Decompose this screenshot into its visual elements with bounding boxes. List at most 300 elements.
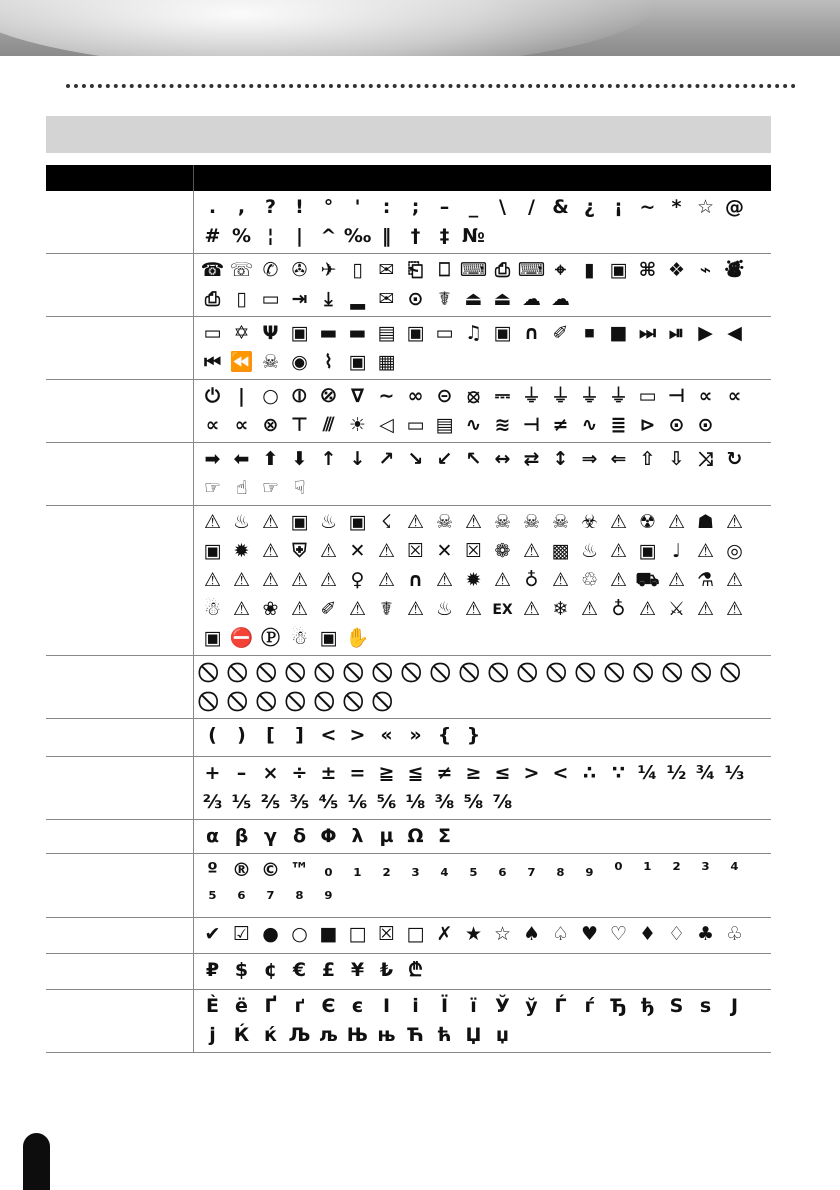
- symbol-glyph: <: [320, 724, 337, 746]
- symbol-glyph: ✕: [349, 540, 366, 562]
- symbol-glyph: ]: [295, 724, 304, 746]
- symbol-glyph: ≠: [436, 762, 453, 784]
- symbol-glyph: £: [321, 959, 336, 981]
- symbol-glyph: [459, 658, 488, 687]
- symbol-glyph: ₅: [469, 859, 478, 881]
- symbol-glyph: ✉: [378, 288, 395, 310]
- symbol-glyph: ⇧: [639, 448, 656, 470]
- symbol-glyph: ▣: [609, 259, 628, 281]
- symbol-glyph: ▣: [290, 511, 309, 533]
- symbol-glyph: ↑: [320, 448, 337, 470]
- symbol-glyph: ▣: [348, 351, 367, 373]
- category-cell: [46, 757, 194, 820]
- symbol-glyph: ★: [464, 923, 483, 945]
- symbol-glyph: ☠: [493, 511, 512, 533]
- symbol-glyph: ◀: [727, 322, 742, 344]
- symbol-glyph: ⊙: [697, 414, 714, 436]
- symbol-glyph: є: [351, 995, 364, 1017]
- symbol-glyph: ➡: [204, 448, 221, 470]
- symbol-glyph: ⎙: [494, 259, 511, 281]
- symbol-glyph: ⁸: [295, 888, 304, 910]
- table-row: [46, 990, 771, 1053]
- symbol-glyph: ❁: [494, 540, 511, 562]
- symbol-glyph: ▭: [638, 385, 657, 407]
- symbol-glyph: (: [208, 724, 217, 746]
- symbol-glyph: ⁶: [237, 888, 246, 910]
- table-row: [46, 918, 771, 954]
- symbol-glyph: ⌇: [323, 351, 334, 373]
- symbol-list: [198, 920, 771, 949]
- symbol-glyph: ⅕: [231, 791, 252, 813]
- symbol-glyph: ₆: [498, 859, 507, 881]
- symbol-glyph: ▭: [203, 322, 222, 344]
- symbol-glyph: [343, 658, 372, 687]
- symbol-glyph: ▣: [348, 511, 367, 533]
- symbol-glyph: ▭: [406, 414, 425, 436]
- symbol-glyph: ∴: [582, 762, 597, 784]
- symbol-glyph: ⫻: [322, 414, 335, 436]
- symbol-glyph: ђ: [640, 995, 655, 1017]
- category-cell: [46, 820, 194, 854]
- symbol-glyph: [227, 687, 256, 716]
- symbol-cell: [194, 656, 772, 719]
- symbol-glyph: ⏻: [204, 385, 221, 407]
- symbol-glyph: ⚠: [435, 569, 454, 591]
- symbol-cell: [194, 317, 772, 380]
- category-cell: [46, 656, 194, 719]
- symbol-glyph: џ: [495, 1024, 510, 1046]
- category-cell: [46, 380, 194, 443]
- symbol-glyph: ♢: [667, 923, 686, 945]
- symbol-glyph: ^: [320, 225, 337, 247]
- symbol-glyph: /: [528, 196, 535, 218]
- symbol-cell: [194, 191, 772, 254]
- symbol-list: [198, 256, 771, 314]
- symbol-glyph: ≧: [378, 762, 395, 784]
- symbol-glyph: ⚠: [667, 569, 686, 591]
- symbol-glyph: □: [348, 923, 367, 945]
- symbol-cell: [194, 506, 772, 656]
- symbol-glyph: ⚠: [551, 569, 570, 591]
- symbol-glyph: ◁: [379, 414, 394, 436]
- symbol-glyph: ¥: [350, 959, 365, 981]
- symbol-glyph: EX: [492, 601, 513, 618]
- symbol-glyph: ▯: [236, 288, 247, 310]
- symbol-glyph: ⅚: [376, 791, 397, 813]
- symbol-glyph: ☞: [261, 477, 280, 499]
- symbol-glyph: ⊙: [407, 288, 424, 310]
- symbol-glyph: ≥: [465, 762, 482, 784]
- symbol-glyph: ♨: [580, 540, 599, 562]
- symbol-glyph: ⚠: [522, 540, 541, 562]
- symbol-glyph: ⌨: [459, 259, 488, 281]
- symbol-glyph: ▭: [261, 288, 280, 310]
- symbol-glyph: ⁴: [730, 859, 739, 881]
- page-number-tab: [23, 1133, 50, 1190]
- symbol-glyph: [517, 658, 546, 687]
- symbol-glyph: ⅝: [463, 791, 484, 813]
- symbol-glyph: δ: [292, 825, 307, 847]
- category-cell: [46, 990, 194, 1053]
- symbol-glyph: ⇄: [523, 448, 540, 470]
- symbol-glyph: _: [468, 196, 479, 218]
- section-title-bar: [46, 116, 771, 153]
- symbol-glyph: ♤: [551, 923, 570, 945]
- symbol-glyph: ⅜: [434, 791, 455, 813]
- symbol-glyph: ☞: [203, 477, 222, 499]
- table-row: [46, 820, 771, 854]
- symbol-glyph: [430, 658, 459, 687]
- symbol-glyph: ☆: [696, 196, 715, 218]
- symbol-glyph: ⇥: [291, 288, 308, 310]
- symbol-glyph: Ѓ: [554, 995, 567, 1017]
- symbol-glyph: ⇩: [668, 448, 685, 470]
- symbol-list: [198, 658, 771, 716]
- symbol-glyph: ○: [262, 385, 279, 407]
- symbol-glyph: ⦻: [467, 385, 480, 407]
- symbol-cell: [194, 443, 772, 506]
- symbol-glyph: ⏪: [229, 351, 254, 373]
- symbol-glyph: ▣: [203, 540, 222, 562]
- symbol-glyph: ≣: [610, 414, 627, 436]
- symbol-list: [198, 508, 771, 653]
- symbol-glyph: ⎕: [438, 259, 451, 281]
- symbol-glyph: [662, 658, 691, 687]
- symbol-glyph: ⚠: [261, 511, 280, 533]
- symbol-cell: [194, 757, 772, 820]
- category-cell: [46, 443, 194, 506]
- symbol-glyph: ⚠: [580, 598, 599, 620]
- symbol-glyph: ☇: [381, 511, 392, 533]
- symbol-glyph: ☢: [638, 511, 657, 533]
- symbol-glyph: ⚠: [319, 540, 338, 562]
- symbol-glyph: ⚠: [667, 511, 686, 533]
- symbol-glyph: ®: [232, 859, 251, 881]
- symbol-glyph: ○: [291, 923, 308, 945]
- symbol-glyph: ≋: [494, 414, 511, 436]
- symbol-glyph: □: [406, 923, 425, 945]
- symbol-glyph: ⚠: [203, 511, 222, 533]
- symbol-glyph: &: [552, 196, 569, 218]
- symbol-glyph: ▮: [584, 259, 595, 281]
- symbol-glyph: |: [238, 385, 245, 407]
- table-header-row: [46, 165, 771, 191]
- symbol-glyph: ₇: [527, 859, 536, 881]
- symbol-glyph: ⚠: [261, 540, 280, 562]
- symbol-glyph: ⬅: [233, 448, 250, 470]
- symbol-glyph: ⊙: [668, 414, 685, 436]
- symbol-glyph: ∝: [234, 414, 249, 436]
- symbol-glyph: ⁰: [614, 859, 623, 881]
- symbol-glyph: γ: [264, 825, 277, 847]
- symbol-glyph: =: [349, 762, 366, 784]
- category-cell: [46, 254, 194, 317]
- symbol-glyph: ♁: [524, 569, 539, 591]
- symbol-glyph: ▭: [435, 322, 454, 344]
- symbol-cell: [194, 954, 772, 990]
- symbol-glyph: ∼: [378, 385, 395, 407]
- symbol-glyph: ₂: [382, 859, 391, 881]
- symbol-glyph: ▣: [493, 322, 512, 344]
- symbol-glyph: <: [552, 762, 569, 784]
- symbol-glyph: .: [208, 196, 217, 218]
- symbol-glyph: ▤: [377, 322, 396, 344]
- symbol-glyph: Ќ: [233, 1024, 250, 1046]
- category-cell: [46, 719, 194, 757]
- category-column-header: [46, 165, 194, 191]
- symbol-glyph: [256, 658, 285, 687]
- symbol-glyph: –: [439, 196, 450, 218]
- symbol-glyph: №: [462, 225, 485, 247]
- symbol-glyph: ✗: [436, 923, 453, 945]
- symbol-glyph: ☠: [435, 511, 454, 533]
- symbol-glyph: ⏯: [668, 322, 685, 344]
- symbol-glyph: ✡: [233, 322, 250, 344]
- symbol-glyph: ▦: [377, 351, 396, 373]
- symbol-glyph: ♀: [350, 569, 365, 591]
- symbol-cell: [194, 854, 772, 918]
- symbol-glyph: [198, 658, 227, 687]
- symbol-glyph: ❀: [262, 598, 279, 620]
- symbol-glyph: ☒: [377, 923, 396, 945]
- symbol-glyph: ⚠: [725, 511, 744, 533]
- symbol-glyph: ✋: [345, 627, 370, 649]
- symbol-glyph: ⛔: [229, 627, 254, 649]
- symbol-glyph: ћ: [437, 1024, 452, 1046]
- symbol-glyph: °: [323, 196, 334, 218]
- symbol-glyph: ♲: [580, 569, 599, 591]
- symbol-glyph: ✕: [436, 540, 453, 562]
- symbol-glyph: ▯: [352, 259, 363, 281]
- symbol-glyph: Ѐ: [206, 995, 219, 1017]
- symbol-glyph: ќ: [264, 1024, 277, 1046]
- table-row: [46, 854, 771, 918]
- symbol-glyph: ⎙: [204, 288, 221, 310]
- symbol-glyph: ≠: [552, 414, 569, 436]
- symbol-glyph: І: [382, 995, 391, 1017]
- symbol-glyph: ⏮: [203, 351, 222, 373]
- header-sheen: [0, 0, 660, 56]
- symbol-glyph: ⏏: [493, 288, 512, 310]
- symbol-glyph: ♧: [725, 923, 744, 945]
- symbol-glyph: ●: [262, 923, 279, 945]
- symbol-glyph: ⇒: [581, 448, 598, 470]
- symbol-glyph: ⚠: [464, 598, 483, 620]
- symbol-glyph: ⛟: [635, 569, 660, 591]
- symbol-glyph: ⁵: [208, 888, 217, 910]
- symbol-glyph: ☆: [493, 923, 512, 945]
- symbol-glyph: ;: [411, 196, 420, 218]
- symbol-glyph: [314, 687, 343, 716]
- symbol-glyph: [604, 658, 633, 687]
- symbol-glyph: ♥: [580, 923, 599, 945]
- symbol-list: [198, 822, 771, 851]
- symbol-glyph: ♨: [319, 511, 338, 533]
- symbol-cell: [194, 820, 772, 854]
- symbol-glyph: ⚠: [406, 598, 425, 620]
- symbol-glyph: ?: [264, 196, 277, 218]
- page-header-band: [0, 0, 840, 56]
- symbol-glyph: ✐: [552, 322, 569, 344]
- symbol-glyph: ⅙: [347, 791, 368, 813]
- symbol-glyph: ⊝: [436, 385, 453, 407]
- symbol-glyph: ✆: [262, 259, 279, 281]
- symbol-glyph: ↻: [726, 448, 743, 470]
- symbol-glyph: ↔: [494, 448, 511, 470]
- symbol-glyph: ∵: [611, 762, 626, 784]
- symbol-glyph: ▤: [435, 414, 454, 436]
- symbol-glyph: ⊣: [667, 385, 686, 407]
- symbol-glyph: ▬: [348, 322, 367, 344]
- symbol-glyph: Є: [321, 995, 336, 1017]
- symbol-list: [198, 992, 771, 1050]
- symbol-glyph: *: [671, 196, 682, 218]
- symbol-glyph: ▣: [290, 322, 309, 344]
- symbol-glyph: ❄: [552, 598, 569, 620]
- symbol-glyph: ₀: [324, 859, 333, 881]
- symbol-glyph: ↖: [465, 448, 482, 470]
- symbol-glyph: ±: [320, 762, 337, 784]
- symbol-glyph: ✇: [291, 259, 308, 281]
- table-row: [46, 317, 771, 380]
- symbol-glyph: ☁: [522, 288, 541, 310]
- symbol-glyph: >: [523, 762, 540, 784]
- symbol-glyph: ¼: [637, 762, 658, 784]
- symbol-glyph: ☠: [261, 351, 280, 373]
- symbol-glyph: ♨: [232, 511, 251, 533]
- symbol-list: [198, 445, 771, 503]
- symbol-glyph: ': [354, 196, 361, 218]
- symbol-glyph: ☤: [438, 288, 451, 310]
- symbol-glyph: Ў: [495, 995, 510, 1017]
- symbol-glyph: †: [410, 225, 421, 247]
- symbol-glyph: ×: [262, 762, 279, 784]
- symbol-glyph: [720, 658, 749, 687]
- symbol-glyph: ⚗: [696, 569, 715, 591]
- symbol-glyph: >: [349, 724, 366, 746]
- symbol-glyph: –: [236, 762, 247, 784]
- symbol-glyph: ✹: [233, 540, 250, 562]
- symbol-glyph: Φ: [320, 825, 337, 847]
- symbol-glyph: [256, 687, 285, 716]
- symbol-glyph: ѕ: [699, 995, 712, 1017]
- symbol-glyph: і: [412, 995, 419, 1017]
- symbol-glyph: ): [237, 724, 246, 746]
- symbol-glyph: $: [234, 959, 249, 981]
- symbol-glyph: њ: [377, 1024, 396, 1046]
- symbol-cell: [194, 719, 772, 757]
- symbol-glyph: Ψ: [262, 322, 279, 344]
- symbol-glyph: ⦶: [292, 385, 307, 407]
- symbol-glyph: ♦: [638, 923, 657, 945]
- symbol-glyph: ↓: [349, 448, 366, 470]
- symbol-glyph: ∿: [465, 414, 482, 436]
- symbol-glyph: ⏹: [584, 322, 595, 344]
- symbol-glyph: ⚠: [696, 540, 715, 562]
- symbol-glyph: [285, 658, 314, 687]
- symbol-glyph: {: [437, 724, 452, 746]
- symbol-glyph: ⚠: [725, 569, 744, 591]
- table-row: [46, 954, 771, 990]
- symbol-glyph: ⚠: [377, 569, 396, 591]
- symbol-glyph: λ: [351, 825, 364, 847]
- category-cell: [46, 317, 194, 380]
- symbol-glyph: ⌖: [555, 259, 566, 281]
- symbol-list: [198, 856, 771, 914]
- category-cell: [46, 506, 194, 656]
- symbol-glyph: €: [292, 959, 307, 981]
- symbol-glyph: @: [725, 196, 744, 218]
- symbol-glyph: ⌘: [638, 259, 657, 281]
- table-row: [46, 254, 771, 317]
- symbol-glyph: [372, 658, 401, 687]
- symbol-glyph: [285, 687, 314, 716]
- symbol-cell: [194, 990, 772, 1053]
- symbol-glyph: ☟: [293, 477, 306, 499]
- symbol-glyph: ⚠: [493, 569, 512, 591]
- symbol-glyph: Ⓟ: [260, 627, 280, 649]
- symbol-list: [198, 382, 771, 440]
- symbol-glyph: ⚠: [609, 511, 628, 533]
- symbol-glyph: Љ: [288, 1024, 311, 1046]
- symbol-glyph: »: [409, 724, 422, 746]
- symbol-glyph: «: [380, 724, 393, 746]
- symbol-glyph: ♁: [611, 598, 626, 620]
- symbol-glyph: ☤: [380, 598, 393, 620]
- symbol-glyph: ™: [290, 859, 309, 881]
- symbol-glyph: ☏: [229, 259, 254, 281]
- symbol-glyph: [198, 687, 227, 716]
- symbol-glyph: ✐: [320, 598, 337, 620]
- symbol-glyph: ☠: [522, 511, 541, 533]
- symbol-glyph: Џ: [465, 1024, 482, 1046]
- symbol-glyph: β: [234, 825, 249, 847]
- symbol-glyph: ₁: [353, 859, 362, 881]
- symbol-glyph: ◎: [726, 540, 743, 562]
- table-body: [46, 191, 771, 1053]
- symbol-glyph: ∩: [523, 322, 540, 344]
- symbol-glyph: ❖: [667, 259, 686, 281]
- symbol-glyph: ▂: [350, 288, 365, 310]
- symbol-glyph: ⏭: [638, 322, 657, 344]
- symbol-glyph: ⌨: [517, 259, 546, 281]
- symbol-glyph: [: [266, 724, 275, 746]
- symbol-glyph: ⌁: [699, 259, 712, 281]
- symbol-glyph: ⏏: [464, 288, 483, 310]
- symbol-glyph: ⊤: [290, 414, 309, 436]
- symbol-glyph: ▣: [319, 627, 338, 649]
- symbol-glyph: ▬: [319, 322, 338, 344]
- symbol-glyph: ☣: [580, 511, 599, 533]
- symbol-cell: [194, 254, 772, 317]
- symbol-glyph: ∝: [698, 385, 713, 407]
- symbol-glyph: Ґ: [264, 995, 277, 1017]
- symbol-glyph: ÷: [291, 762, 308, 784]
- symbol-glyph: ~: [639, 196, 656, 218]
- symbol-glyph: ⅛: [405, 791, 426, 813]
- symbol-glyph: ⚠: [696, 598, 715, 620]
- symbol-glyph: љ: [319, 1024, 338, 1046]
- symbol-glyph: ₽: [205, 959, 220, 981]
- symbol-glyph: ■: [319, 923, 338, 945]
- symbol-glyph: ₃: [411, 859, 420, 881]
- symbol-glyph: ☒: [464, 540, 483, 562]
- symbol-glyph: ©: [261, 859, 280, 881]
- symbol-glyph: +: [204, 762, 221, 784]
- symbol-glyph: [401, 658, 430, 687]
- symbol-glyph: ☁: [551, 288, 570, 310]
- symbol-glyph: ↕: [552, 448, 569, 470]
